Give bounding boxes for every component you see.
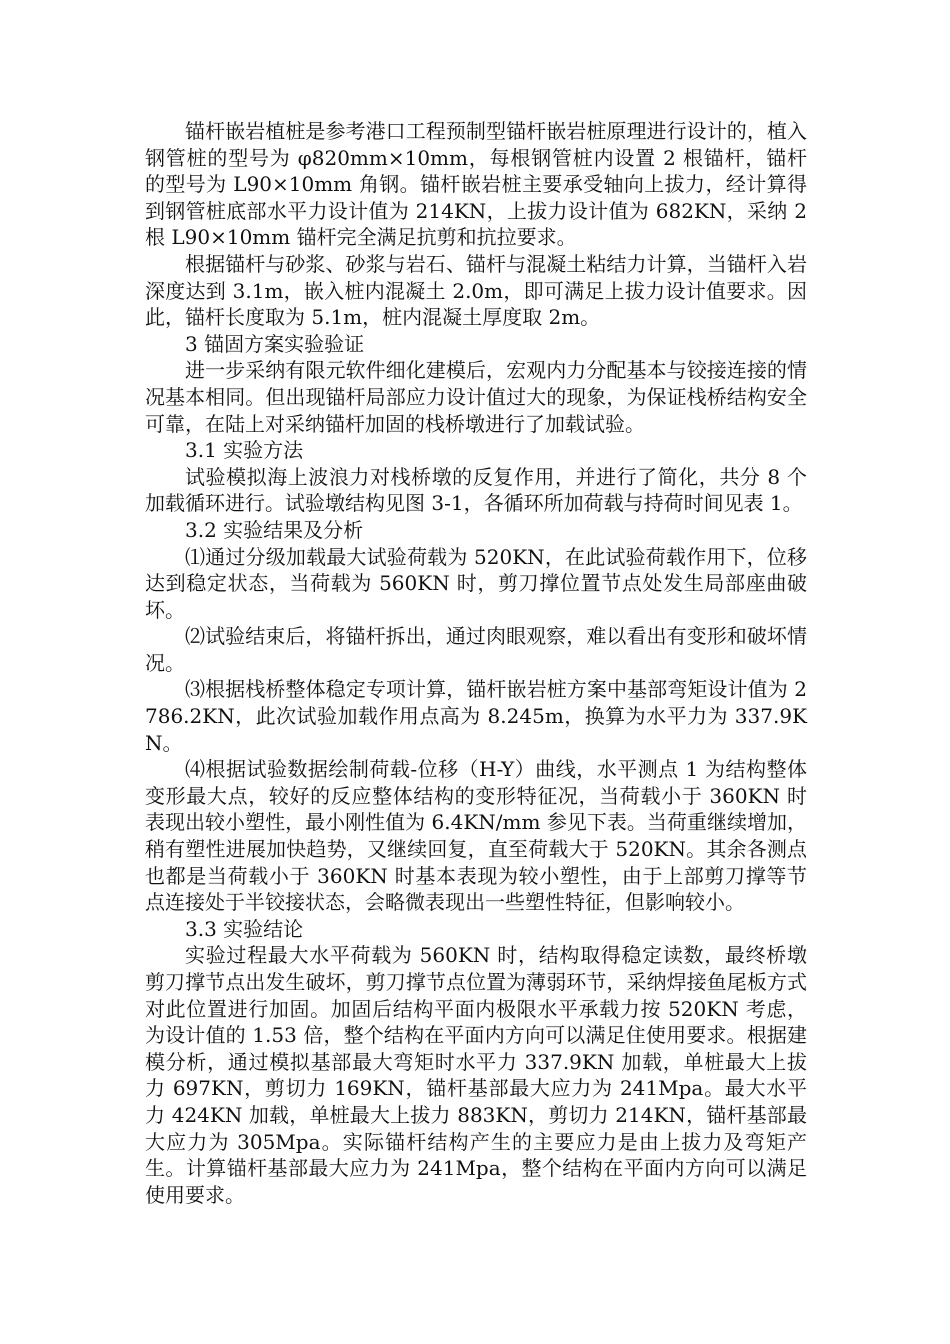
document-body	[145, 118, 807, 1208]
paragraph-fem-modeling: 进一步采纳有限元软件细化建模后，宏观内力分配基本与铰接连接的情况基本相同。但出现锚杆局部应力设计值过大的现象，为保证栈桥结构安全可靠，在陆上对采纳锚杆加固的栈桥墩进行了加载试验。	[145, 358, 807, 436]
paragraph-result-4: ⑷根据试验数据绘制荷载-位移（H-Y）曲线，水平测点 1 为结构整体变形最大点，较好的反应整体结构的变形特征况，当荷载小于 360KN 时表现出较小塑性，最小刚性值为 6.4KN/mm 参见下表。当荷重继续增加，稍有塑性进展加快趋势，又继续回复，直至荷载大于 520KN。其余各测点也都是当荷载小于 360KN 时基本表现为较小塑性，由于上部剪刀撑等节点连接处于半铰接状态，会略微表现出一些塑性特征，但影响较小。	[145, 757, 807, 915]
paragraph-anchor-length: 根据锚杆与砂浆、砂浆与岩石、锚杆与混凝土粘结力计算，当锚杆入岩深度达到 3.1m，嵌入桩内混凝土 2.0m，即可满足上拔力设计值要求。因此，锚杆长度取为 5.1m，桩内混凝土厚度取 2m。	[145, 251, 807, 330]
section-heading-3-1: 3.1 实验方法	[185, 438, 304, 463]
section-heading-3-3: 3.3 实验结论	[185, 916, 304, 941]
section-heading-3-2: 3.2 实验结果及分析	[185, 517, 364, 542]
section-heading-3: 3 锚固方案实验验证	[185, 331, 365, 356]
paragraph-result-1: ⑴通过分级加载最大试验荷载为 520KN，在此试验荷载作用下，位移达到稳定状态，当荷载为 560KN 时，剪刀撑位置节点处发生局部座曲破坏。	[145, 544, 807, 622]
paragraph-anchor-pile-design: 锚杆嵌岩植桩是参考港口工程预制型锚杆嵌岩桩原理进行设计的，植入钢管桩的型号为 φ820mm×10mm，每根钢管桩内设置 2 根锚杆，锚杆的型号为 L90×10mm 角钢。锚杆嵌岩桩主要承受轴向上拔力，经计算得到钢管桩底部水平力设计值为 214KN，上拔力设计值为 682KN，采纳 2 根 L90×10mm 锚杆完全满足抗剪和抗拉要求。	[145, 119, 807, 250]
paragraph-result-2: ⑵试验结束后，将锚杆拆出，通过肉眼观察，难以看出有变形和破坏情况。	[145, 624, 807, 675]
paragraph-result-3: ⑶根据栈桥整体稳定专项计算，锚杆嵌岩桩方案中基部弯矩设计值为 2786.2KN，此次试验加载作用点高为 8.245m，换算为水平力为 337.9KN。	[145, 677, 807, 755]
paragraph-conclusion: 实验过程最大水平荷载为 560KN 时，结构取得稳定读数，最终桥墩剪刀撑节点出发生破坏，剪刀撑节点位置为薄弱环节，采纳焊接鱼尾板方式对此位置进行加固。加固后结构平面内极限水平承载力按 520KN 考虑，为设计值的 1.53 倍，整个结构在平面内方向可以满足住使用要求。根据建模分析，通过模拟基部最大弯矩时水平力 337.9KN 加载，单桩最大上拔力 697KN，剪切力 169KN，锚杆基部最大应力为 241Mpa。最大水平力 424KN 加载，单桩最大上拔力 883KN，剪切力 214KN，锚杆基部最大应力为 305Mpa。实际锚杆结构产生的主要应力是由上拔力及弯矩产生。计算锚杆基部最大应力为 241Mpa，整个结构在平面内方向可以满足使用要求。	[145, 943, 807, 1207]
paragraph-test-method: 试验模拟海上波浪力对栈桥墩的反复作用，并进行了简化，共分 8 个加载循环进行。试验墩结构见图 3-1，各循环所加荷载与持荷时间见表 1。	[145, 464, 807, 516]
